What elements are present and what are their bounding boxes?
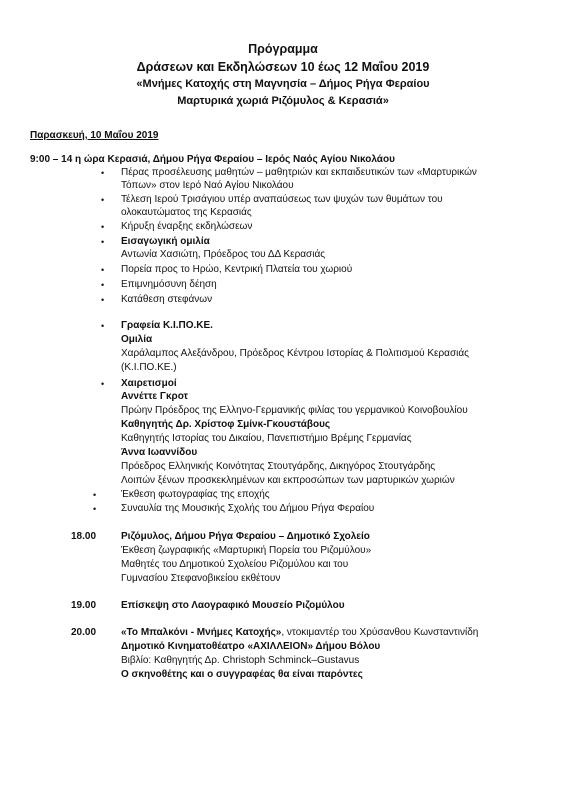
event-time: 20.00	[71, 627, 97, 638]
doc-subtitle-quote: «Μνήμες Κατοχής στη Μαγνησία – Δήμος Ρήγα Φεραίου	[136, 78, 430, 90]
event-line: Έκθεση ζωγραφικής «Μαρτυρική Πορεία του Ριζομύλου»	[121, 545, 372, 556]
event-line: Μαθητές του Δημοτικού Σχολείου Ριζομύλου και του	[121, 559, 349, 570]
event-time: 19.00	[71, 600, 97, 611]
list-item: Πορεία προς το Ηρώο, Κεντρική Πλατεία του χωριού	[121, 264, 353, 275]
event-title: Επίσκεψη στο Λαογραφικό Μουσείο Ριζομύλου	[121, 600, 345, 611]
bullet-icon: •	[101, 237, 105, 247]
list-item: Εισαγωγική ομιλία	[121, 236, 210, 247]
bullet-icon: •	[101, 168, 105, 178]
list-item: Έκθεση φωτογραφίας της εποχής	[121, 489, 270, 500]
event-note: Ο σκηνοθέτης και ο συγγραφέας θα είναι παρόντες	[121, 669, 363, 680]
doc-subtitle: Δράσεων και Εκδηλώσεων 10 έως 12 Μαΐου 2019	[136, 60, 430, 74]
event-line: Βιβλίο: Καθηγητής Δρ. Christoph Schminck–Gustavus	[121, 655, 360, 666]
bullet-icon: •	[93, 490, 97, 500]
list-item-cont: ολοκαυτώματος της Κερασιάς	[121, 207, 252, 218]
bullet-icon: •	[101, 195, 105, 205]
list-item-cont: Τόπων» στον Ιερό Ναό Αγίου Νικολάου	[121, 180, 294, 191]
greeter-desc: Πρώην Πρόεδρος της Ελληνο-Γερμανικής φιλίας του γερμανικού Κοινοβουλίου	[121, 405, 468, 416]
greeter-name: Άννα Ιωαννίδου	[121, 447, 198, 458]
bullet-icon: •	[101, 222, 105, 232]
bullet-icon: •	[101, 295, 105, 305]
speaker-line: Χαράλαμπος Αλεξάνδρου, Πρόεδρος Κέντρου Ιστορίας & Πολιτισμού Κερασιάς	[121, 348, 469, 359]
documentary-credit: , ντοκιμαντέρ του Χρύσανθου Κωνσταντινίδη	[281, 627, 479, 638]
list-item: Συναυλία της Μουσικής Σχολής του Δήμου Ρήγα Φεραίου	[121, 503, 375, 514]
speech-label: Ομιλία	[121, 334, 153, 345]
list-item: Τέλεση Ιερού Τρισάγιου υπέρ αναπαύσεως των ψυχών των θυμάτων του	[121, 194, 443, 205]
greeter-desc: Καθηγητής Ιστορίας του Δικαίου, Πανεπιστήμιο Βρέμης Γερμανίας	[121, 433, 412, 444]
list-item: Κήρυξη έναρξης εκδηλώσεων	[121, 221, 253, 232]
bullet-icon: •	[93, 504, 97, 514]
greetings-label: Χαιρετισμοί	[121, 378, 177, 389]
greeter-desc: Πρόεδρος Ελληνικής Κοινότητας Στουτγάρδης, Δικηγόρος Στουτγάρδης	[121, 461, 436, 472]
greeter-name: Αννέττε Γκροτ	[121, 391, 189, 402]
event-title: Ριζόμυλος, Δήμου Ρήγα Φεραίου – Δημοτικό Σχολείο	[121, 531, 370, 542]
greeter-name: Καθηγητής Δρ. Χρίστοφ Σμίνκ-Γκουστάβους	[121, 419, 331, 430]
list-item: Κατάθεση στεφάνων	[121, 294, 213, 305]
event-title-line	[121, 627, 478, 639]
list-item: Πέρας προσέλευσης μαθητών – μαθητριών και εκπαιδευτικών των «Μαρτυρικών	[121, 167, 477, 178]
day-heading: Παρασκευή, 10 Μαΐου 2019	[30, 130, 159, 141]
bullet-icon: •	[101, 321, 105, 331]
doc-title: Πρόγραμμα	[248, 42, 318, 56]
greeter-desc: Λοιπών ξένων προσκεκλημένων και εκπροσώπων των μαρτυρικών χωριών	[121, 475, 455, 486]
speaker-line-cont: (Κ.Ι.ΠΟ.ΚΕ.)	[121, 362, 177, 373]
bullet-icon: •	[101, 265, 105, 275]
bullet-icon: •	[101, 379, 105, 389]
bullet-icon: •	[101, 280, 105, 290]
event-line: Γυμνασίου Στεφανοβικείου εκθέτουν	[121, 573, 281, 584]
list-item: Επιμνημόσυνη δέηση	[121, 279, 217, 290]
list-item-cont: Αντωνία Χασιώτη, Πρόεδρος του ΔΔ Κερασιάς	[121, 249, 326, 260]
event-time: 18.00	[71, 531, 97, 542]
session-heading-kerasia: 9:00 – 14 η ώρα Κερασιά, Δήμου Ρήγα Φεραίου – Ιερός Ναός Αγίου Νικολάου	[30, 154, 395, 165]
documentary-title: «Το Μπαλκόνι - Μνήμες Κατοχής»	[121, 627, 282, 638]
kipoke-offices: Γραφεία Κ.Ι.ΠΟ.ΚΕ.	[121, 320, 213, 331]
event-venue: Δημοτικό Κινηματοθέατρο «ΑΧΙΛΛΕΙΟΝ» Δήμου Βόλου	[121, 641, 381, 652]
doc-subtitle-villages: Μαρτυρικά χωριά Ριζόμυλος & Κερασιά»	[177, 95, 389, 107]
